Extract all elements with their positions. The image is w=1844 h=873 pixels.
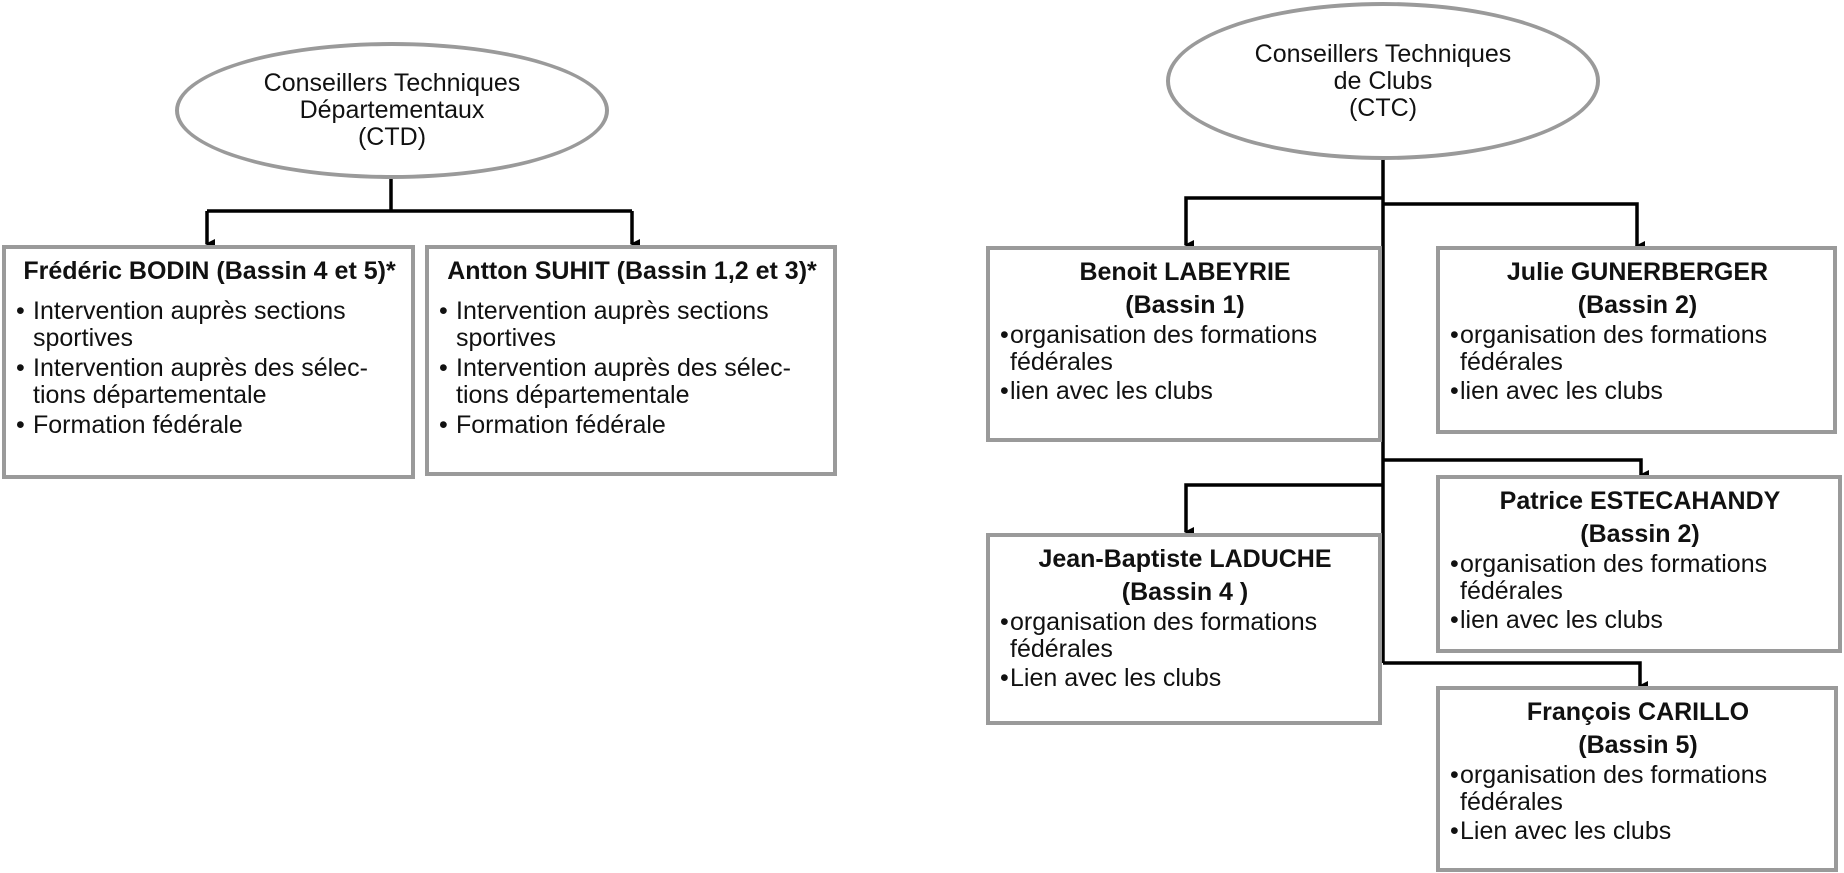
ctc-ellipse-line-2: de Clubs [1333,66,1433,95]
member-name: Julie GUNERBERGER [1506,258,1769,286]
task-item: • organisation des formations fédérales [1450,551,1830,605]
task-item: • Intervention auprès sections sportives [439,298,825,352]
task-item: • lien avec les clubs [1450,607,1830,634]
ctc-box-carillo [1436,686,1838,872]
task-item: • organisation des formations fédérales [1450,762,1826,816]
task-item: • Formation fédérale [16,412,403,439]
task-item: • Intervention auprès des sélec-tions départementale [439,355,825,409]
member-bassin: (Bassin 4 ) [1121,578,1249,606]
ctd-ellipse-line-3: (CTD) [357,123,427,151]
task-list [1450,762,1826,845]
connector-ctc-estecahandy [1383,460,1641,475]
member-bassin: (Bassin 1) [1125,291,1245,319]
ctc-ellipse-line-3: (CTC) [1348,93,1418,122]
task-item: • organisation des formations fédérales [1000,322,1370,376]
member-name: Benoit LABEYRIE [1079,258,1291,286]
task-item: • Lien avec les clubs [1000,665,1370,692]
task-list [1000,322,1370,405]
task-item: • Intervention auprès des sélec-tions départementale [16,355,403,409]
ctc-ellipse-line-1: Conseillers Techniques [1254,39,1512,68]
connector-ctc-labeyrie [1186,198,1383,245]
ctc-box-laduche [986,533,1382,725]
task-item: • Lien avec les clubs [1450,818,1826,845]
member-name: Jean-Baptiste LADUCHE [1038,545,1332,573]
member-name: François CARILLO [1526,698,1750,726]
ctc-box-estecahandy [1436,475,1842,653]
task-item: • lien avec les clubs [1000,378,1370,405]
connector-ctc-gunerberger [1383,204,1637,246]
task-list [1000,609,1370,692]
ctd-ellipse-line-1: Conseillers Techniques [263,69,521,97]
task-item: • organisation des formations fédérales [1450,322,1825,376]
task-item: • lien avec les clubs [1450,378,1825,405]
member-bassin: (Bassin 2) [1580,520,1700,548]
task-item: • Intervention auprès sections sportives [16,298,403,352]
ctc-box-gunerberger [1436,246,1837,434]
task-item: • organisation des formations fédérales [1000,609,1370,663]
ctd-ellipse-line-2: Départementaux [299,96,485,124]
task-list [1450,551,1830,634]
task-list [439,298,825,439]
member-title: Frédéric BODIN (Bassin 4 et 5)* [23,257,396,285]
task-list [1450,322,1825,405]
connector-ctc-laduche [1186,485,1383,532]
member-bassin: (Bassin 2) [1577,291,1698,319]
member-bassin: (Bassin 5) [1578,731,1698,759]
connector-ctc-carillo [1383,663,1640,686]
ctc-ellipse [1166,2,1600,160]
member-name: Patrice ESTECAHANDY [1499,487,1781,515]
member-title: Antton SUHIT (Bassin 1,2 et 3)* [447,257,817,285]
ctd-box-bodin [2,245,415,479]
task-list [16,298,403,439]
ctd-box-suhit [425,245,837,476]
task-item: • Formation fédérale [439,412,825,439]
ctc-box-labeyrie [986,246,1382,442]
ctd-ellipse [175,42,609,179]
